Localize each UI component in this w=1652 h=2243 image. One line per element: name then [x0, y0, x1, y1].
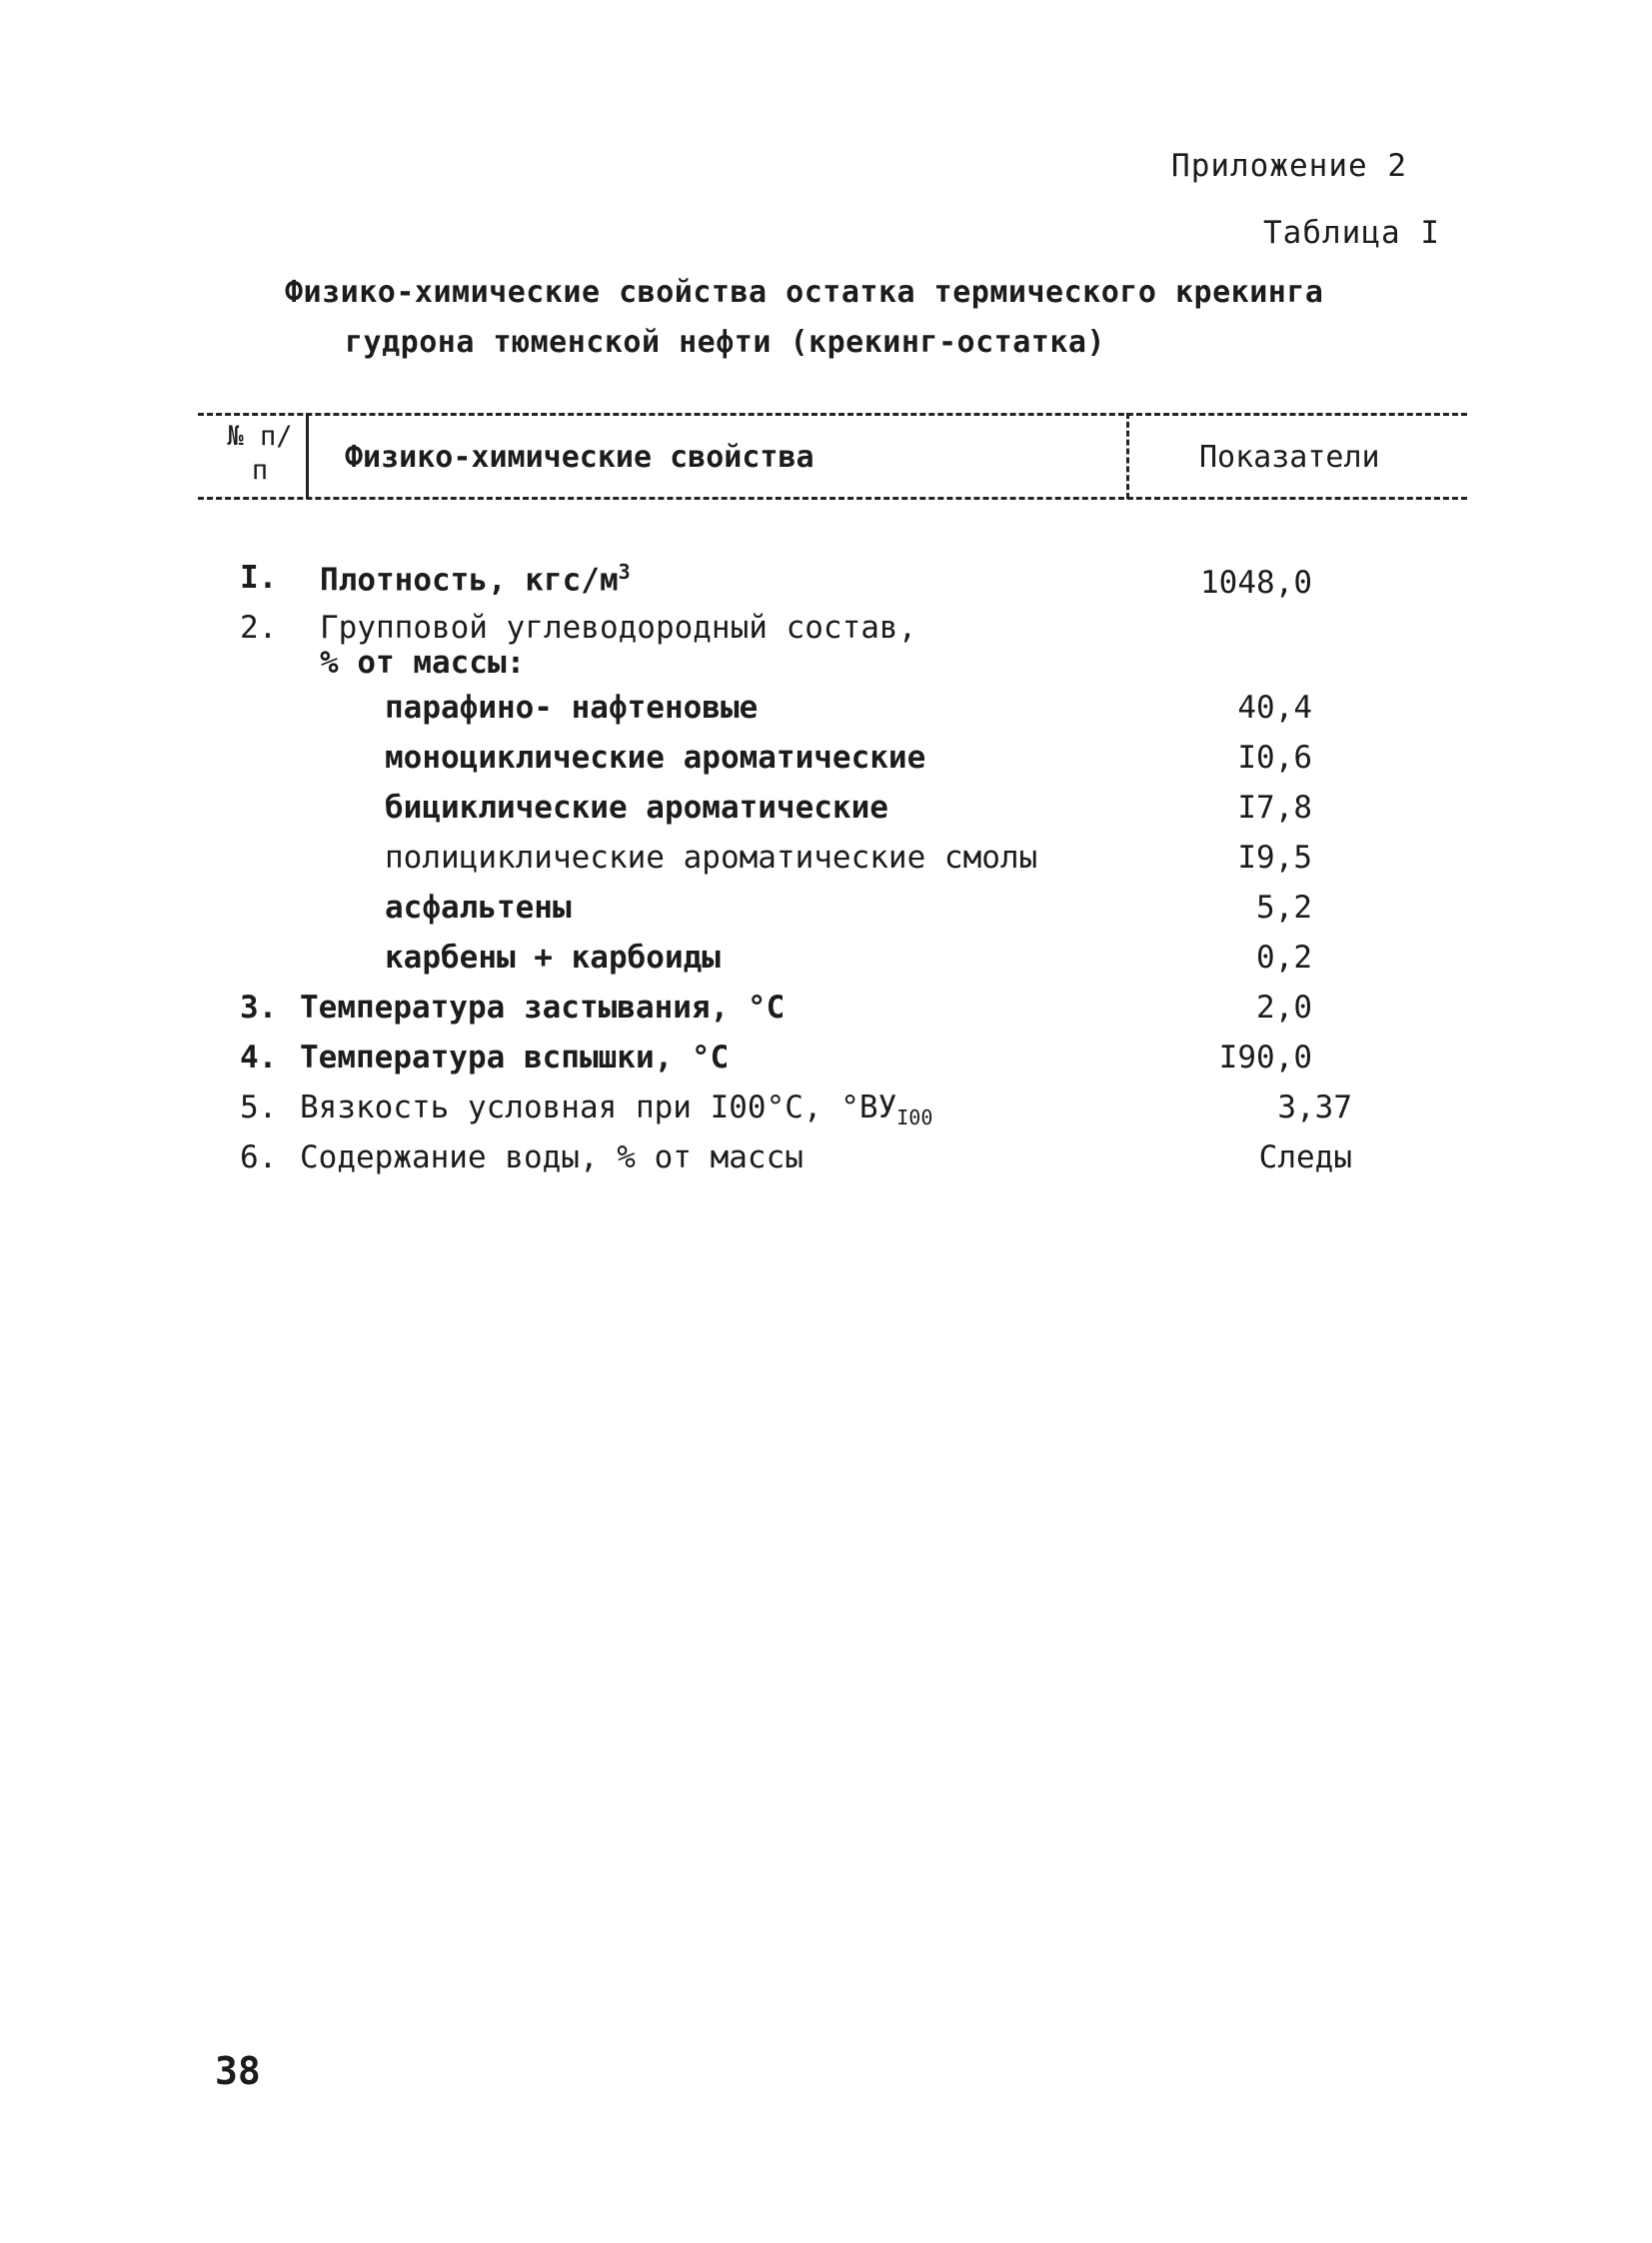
table-header-bottom-rule: [198, 497, 1467, 500]
row-number: 3.: [240, 990, 278, 1026]
row-number: 4.: [240, 1040, 278, 1076]
row-value: Следы: [1258, 1139, 1352, 1175]
row-number: 2.: [240, 610, 278, 646]
row-value: 5,2: [1256, 890, 1312, 926]
row-label-sup: 3: [618, 560, 631, 584]
row-number: 6.: [240, 1139, 278, 1175]
row-label: Температура застывания, °С: [300, 990, 786, 1026]
table-header-top-rule: [198, 413, 1467, 416]
column-header-num: № п/п: [227, 421, 293, 486]
row-number: 5.: [240, 1090, 278, 1125]
row-value: I7,8: [1237, 790, 1312, 826]
row-label: Групповой углеводородный состав,: [320, 610, 917, 646]
row-label: полициклические ароматические смолы: [385, 840, 1038, 876]
row-value: 2,0: [1256, 990, 1312, 1026]
column-header-value: Показатели: [1199, 440, 1380, 475]
row-label-sub: I00: [896, 1106, 933, 1130]
table-caption: [285, 268, 1323, 368]
row-label: Плотность, кгс/$м^3$: [320, 560, 631, 599]
row-label: карбены + карбоиды: [385, 940, 721, 976]
column-header-property: Физико-химические свойства: [345, 440, 815, 475]
table-label: Таблица I: [1263, 215, 1440, 251]
row-label: асфальтены: [385, 890, 572, 926]
row-value: 0,2: [1256, 940, 1312, 976]
row-label: Температура вспышки, °С: [300, 1040, 730, 1076]
row-value: 1048,0: [1200, 565, 1312, 601]
row-label: бициклические ароматические: [385, 790, 888, 826]
page-number: 38: [215, 2049, 261, 2093]
row-value: I9,5: [1237, 840, 1312, 876]
row-value: I0,6: [1237, 740, 1312, 776]
table-header-divider-1: [306, 413, 309, 499]
caption-line-2: гудрона тюменской нефти (крекинг-остатка): [345, 325, 1106, 360]
row-label: моноциклические ароматические: [385, 740, 926, 776]
appendix-label: Приложение 2: [1171, 148, 1407, 184]
table-header-divider-2: [1126, 413, 1129, 499]
row-value: 3,37: [1277, 1090, 1352, 1125]
row-value: I90,0: [1218, 1040, 1312, 1076]
row-number: I.: [240, 560, 278, 596]
row-label-continued: % от массы:: [320, 645, 526, 681]
row-value: 40,4: [1237, 690, 1312, 726]
row-label: Содержание воды, % от массы: [300, 1139, 804, 1175]
row-label: Вязкость условная при I00°С, $^\circ ВУ_{I00}$: [300, 1090, 933, 1130]
caption-line-1: Физико-химические свойства остатка термического крекинга: [285, 275, 1324, 310]
row-label: парафино- нафтеновые: [385, 690, 759, 726]
